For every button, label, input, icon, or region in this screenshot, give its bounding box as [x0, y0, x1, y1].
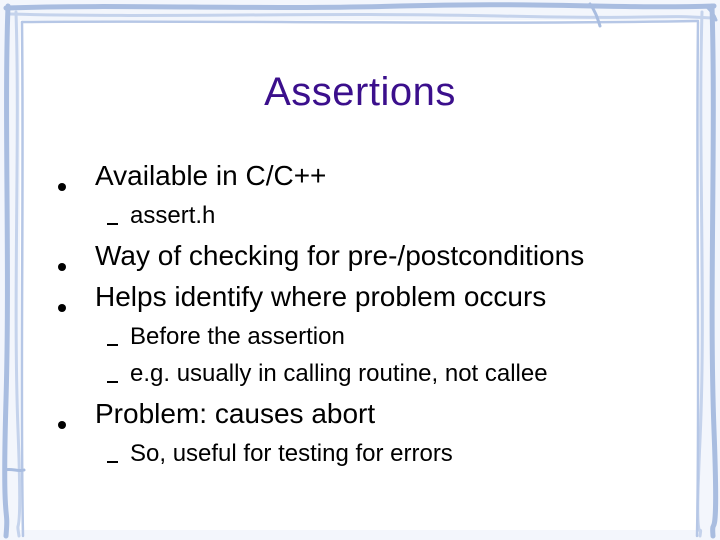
bullet-3-sub-1: Before the assertion: [130, 323, 345, 350]
bullet-dot: [58, 421, 66, 429]
sub-bullet-dash: [107, 381, 118, 383]
bullet-2-text: Way of checking for pre-/postconditions: [95, 240, 585, 271]
bullet-3-sub-2: e.g. usually in calling routine, not callee: [130, 360, 548, 387]
bullet-4-sub-1: So, useful for testing for errors: [130, 440, 453, 467]
sub-bullet-dash: [107, 461, 118, 463]
bullet-1-text: Available in C/C++: [95, 160, 327, 191]
slide-title: Assertions: [264, 70, 456, 114]
bullet-3-text: Helps identify where problem occurs: [95, 281, 547, 312]
sub-bullet-dash: [107, 344, 118, 346]
bullet-dot: [58, 183, 66, 191]
bullet-1-sub-1: assert.h: [130, 202, 216, 229]
bullet-4-text: Problem: causes abort: [95, 398, 376, 429]
bullet-dot: [58, 263, 66, 271]
bullet-dot: [58, 304, 66, 312]
sub-bullet-dash: [107, 223, 118, 225]
